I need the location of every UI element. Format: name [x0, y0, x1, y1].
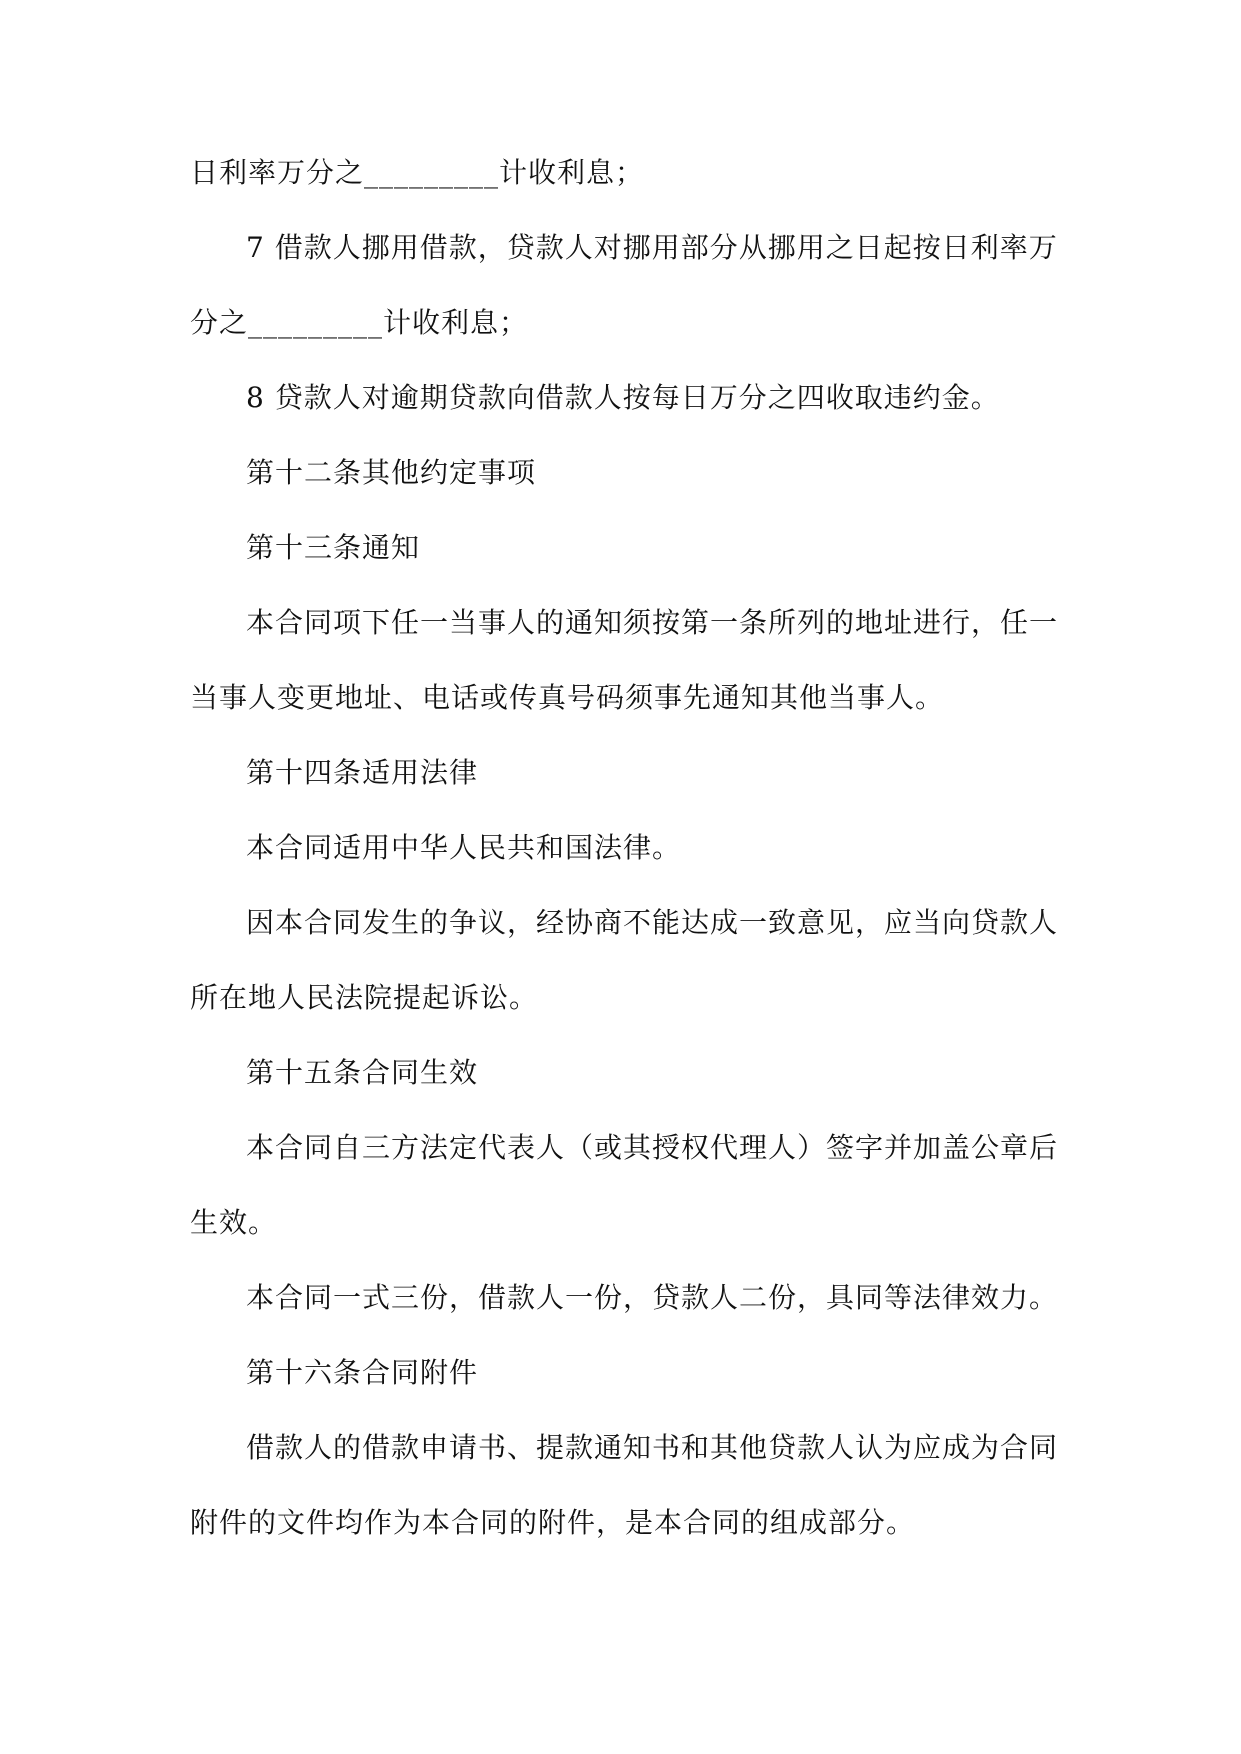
text-line: 7 借款人挪用借款，贷款人对挪用部分从挪用之日起按日利率万: [246, 231, 1058, 264]
text-line: 所在地人民法院提起诉讼。: [190, 981, 539, 1014]
text-line: 附件的文件均作为本合同的附件，是本合同的组成部分。: [190, 1506, 916, 1539]
section-heading: 第十四条适用法律: [246, 756, 479, 789]
text-line: 本合同适用中华人民共和国法律。: [246, 831, 682, 864]
text-line: 借款人的借款申请书、提款通知书和其他贷款人认为应成为合同: [246, 1431, 1059, 1464]
text-line: 分之_________计收利息；: [190, 306, 529, 339]
text-line: 8 贷款人对逾期贷款向借款人按每日万分之四收取违约金。: [246, 381, 1000, 414]
text-line: 日利率万分之_________计收利息；: [190, 156, 645, 189]
section-heading: 第十二条其他约定事项: [246, 456, 537, 489]
text-line: 本合同一式三份，借款人一份，贷款人二份，具同等法律效力。: [246, 1281, 1059, 1314]
text-line: 本合同自三方法定代表人（或其授权代理人）签字并加盖公章后: [246, 1131, 1059, 1164]
section-heading: 第十五条合同生效: [246, 1056, 479, 1089]
text-line: 因本合同发生的争议，经协商不能达成一致意见，应当向贷款人: [246, 906, 1059, 939]
text-line: 当事人变更地址、电话或传真号码须事先通知其他当事人。: [190, 681, 945, 714]
text-line: 生效。: [190, 1206, 278, 1239]
text-line: 本合同项下任一当事人的通知须按第一条所列的地址进行，任一: [246, 606, 1059, 639]
section-heading: 第十三条通知: [246, 531, 421, 564]
section-heading: 第十六条合同附件: [246, 1356, 479, 1389]
